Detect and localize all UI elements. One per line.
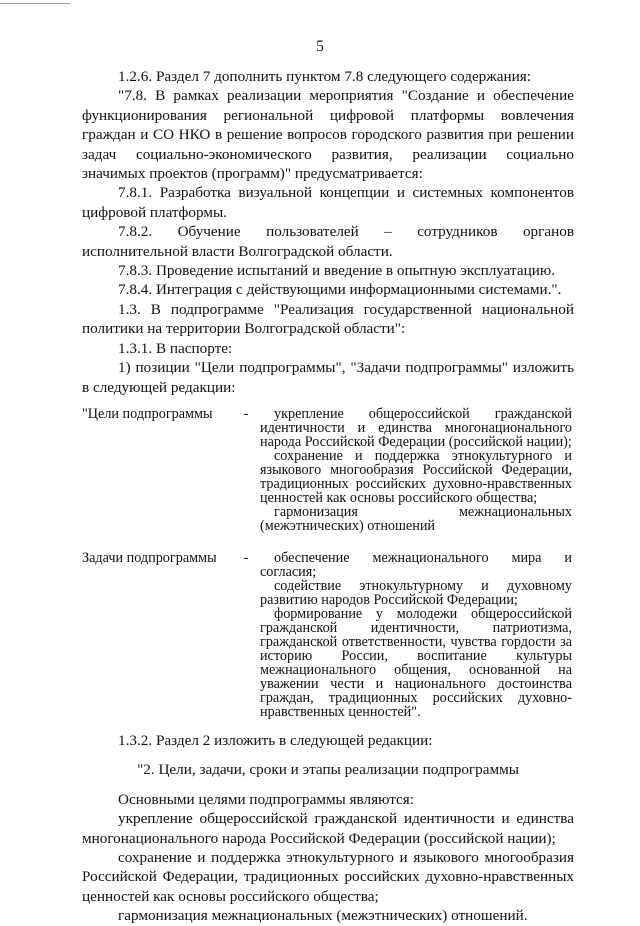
para-7-8-1: 7.8.1. Разработка визуальной концепции и системных компонентов цифровой платформы. <box>82 184 574 221</box>
goals-dash: - <box>243 405 249 422</box>
goal-item: сохранение и поддержка этнокультурного и языкового многообразия Российской Федерации, традиционных российских духовно-нравственных ценностей как основы российского общества; <box>260 447 572 506</box>
task-item: формирование у молодежи общероссийской гражданской идентичности, патриотизма, гражданской ответственности, чувства гордости за историю России, воспитание культуры межнационального общения, основанной на уважении чести и национального достоинства граждан, традиционных российских духовно-нравственных ценностей". <box>260 605 572 720</box>
section-title: "2. Цели, задачи, сроки и этапы реализации подпрограммы <box>137 761 519 779</box>
para-7-8: "7.8. В рамках реализации мероприятия "Создание и обеспечение функционирования региональной цифровой платформы вовлечения граждан и СО НКО в решение вопросов городского развития при решении задач социально-экономического развития, реализации социально значимых проектов (программ)" предусматривается: <box>82 87 574 183</box>
para-1-3: 1.3. В подпрограмме "Реализация государственной национальной политики на территории Волгоградской области": <box>82 300 574 338</box>
para-7-8-2: 7.8.2. Обучение пользователей – сотрудников органов исполнительной власти Волгоградской области. <box>82 223 574 260</box>
goals-label: "Цели подпрограммы <box>82 405 213 422</box>
top-rule <box>0 3 70 4</box>
goals-row <box>82 407 574 533</box>
para-1: 1) позиции "Цели подпрограммы", "Задачи подпрограммы" изложить в следующей редакции: <box>82 359 574 396</box>
document-body <box>82 67 574 926</box>
page-number: 5 <box>316 38 324 55</box>
goals-value <box>260 407 572 533</box>
main-goal-item: гармонизация межнациональных (межэтнических) отношений. <box>118 907 528 925</box>
tasks-row <box>82 551 574 719</box>
task-item: содействие этнокультурному и духовному развитию народов Российской Федерации; <box>260 577 572 608</box>
main-goal-item: укрепление общероссийской гражданской идентичности и единства многонационального народа Российской Федерации (российской нации); <box>82 810 574 847</box>
para-1-3-1: 1.3.1. В паспорте: <box>118 339 233 357</box>
para-1-3-2: 1.3.2. Раздел 2 изложить в следующей редакции: <box>118 731 433 749</box>
para-7-8-4: 7.8.4. Интеграция с действующими информационными системами.". <box>118 281 562 299</box>
task-item: обеспечение межнационального мира и согласия; <box>260 549 572 580</box>
tasks-label: Задачи подпрограммы <box>82 549 217 566</box>
goal-item: укрепление общероссийской гражданской идентичности и единства многонационального народа Российской Федерации (российской нации); <box>260 405 572 450</box>
para-7-8-3: 7.8.3. Проведение испытаний и введение в опытную эксплуатацию. <box>118 262 555 280</box>
goal-item: гармонизация межнациональных (межэтнических) отношений <box>260 503 572 534</box>
para-1-2-6: 1.2.6. Раздел 7 дополнить пунктом 7.8 следующего содержания: <box>118 68 531 85</box>
main-goal-item: сохранение и поддержка этнокультурного и языкового многообразия Российской Федерации, традиционных российских духовно-нравственных ценностей как основы российского общества; <box>82 848 574 905</box>
tasks-dash: - <box>243 549 249 566</box>
tasks-value <box>260 551 572 719</box>
main-goals-intro: Основными целями подпрограммы являются: <box>118 790 414 808</box>
